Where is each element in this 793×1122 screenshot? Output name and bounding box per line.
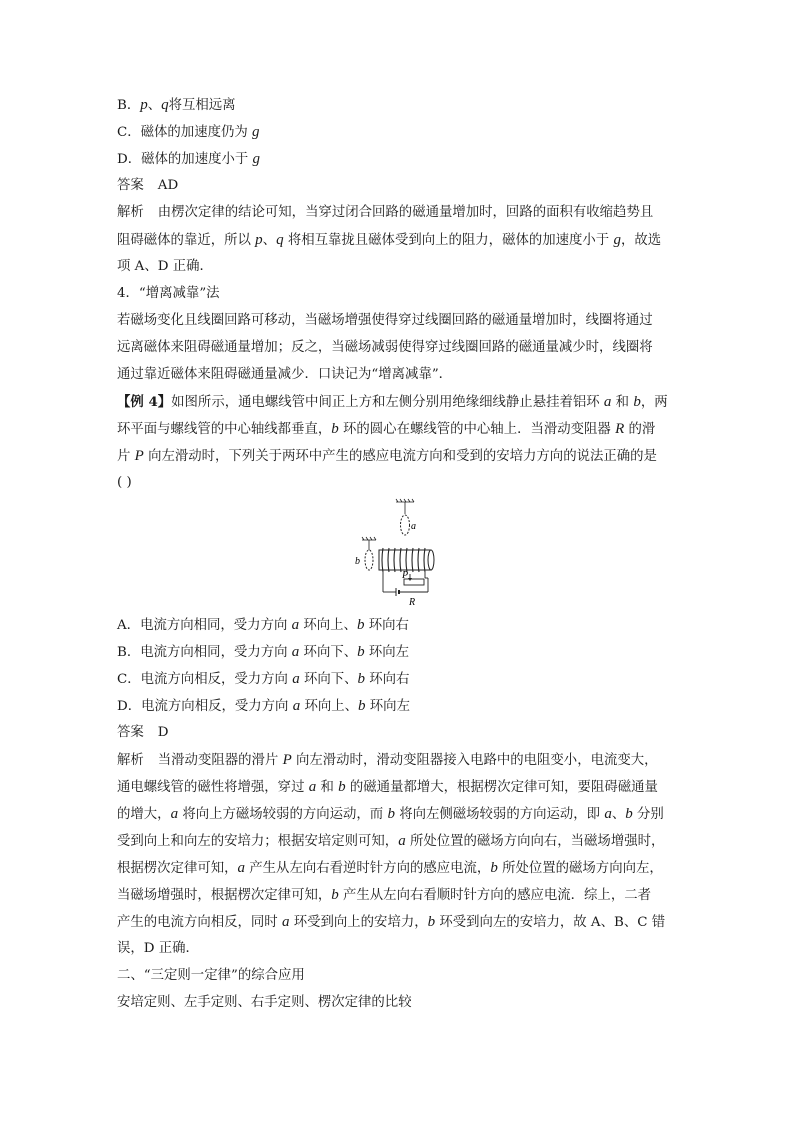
text: 电流方向相反，受力方向 bbox=[141, 699, 293, 714]
example-4-line-4 bbox=[117, 473, 132, 493]
section-4-line-2 bbox=[117, 338, 653, 358]
text: 安培定则、左手定则、右手定则、楞次定律的比较 bbox=[117, 995, 412, 1010]
analysis-2-line-4 bbox=[117, 831, 664, 852]
answer-label: 答案 bbox=[117, 178, 144, 193]
text: 环受到向左的安培力，故 A、B、C 错 bbox=[435, 915, 666, 930]
section-2-subtitle bbox=[117, 993, 412, 1013]
analysis-label: 解析 bbox=[117, 753, 144, 768]
text: 分别 bbox=[632, 807, 664, 822]
option-label: C． bbox=[117, 672, 141, 687]
ceiling-hatch-top bbox=[396, 499, 414, 502]
var-b: b bbox=[357, 644, 365, 660]
answer-blank: ( ) bbox=[117, 475, 132, 490]
example-tag: 【例 4】 bbox=[117, 394, 172, 410]
solenoid-body bbox=[379, 550, 431, 570]
var-a: a bbox=[604, 806, 612, 822]
var-P: P bbox=[134, 448, 144, 464]
solenoid-end bbox=[428, 550, 434, 570]
text: 和 bbox=[316, 780, 339, 795]
text: 若磁场变化且线圈回路可移动，当磁场增强使得穿过线圈回路的磁通量增加时，线圈将通过 bbox=[117, 313, 653, 328]
text: ，两 bbox=[640, 395, 668, 410]
analysis-2-line-7 bbox=[117, 912, 665, 933]
analysis-2-line-8 bbox=[117, 939, 199, 959]
text: 片 bbox=[117, 449, 135, 464]
var-a: a bbox=[237, 860, 246, 876]
separator: 、 bbox=[147, 98, 162, 113]
var-b: b bbox=[427, 914, 436, 930]
section-2-title bbox=[117, 966, 305, 986]
var-g: g bbox=[613, 232, 621, 248]
var-R: R bbox=[615, 421, 625, 437]
battery-icon bbox=[396, 588, 399, 596]
solenoid-figure bbox=[352, 498, 442, 608]
option-b bbox=[117, 642, 409, 663]
var-a: a bbox=[292, 698, 301, 714]
var-a: a bbox=[291, 617, 300, 633]
text: 当滑动变阻器的滑片 bbox=[157, 753, 283, 768]
analysis-1-line-1 bbox=[117, 203, 653, 223]
text: 环的圆心在螺线管的中心轴上．当滑动变阻器 bbox=[338, 422, 616, 437]
text: 、 bbox=[262, 233, 277, 248]
option-d bbox=[117, 696, 410, 717]
answer-label: 答案 bbox=[117, 725, 144, 740]
var-a: a bbox=[603, 394, 612, 410]
analysis-2-line-2 bbox=[117, 777, 658, 798]
text: 环向下、 bbox=[299, 645, 358, 660]
section-4-line-1 bbox=[117, 311, 653, 331]
example-4-line-1 bbox=[117, 392, 668, 413]
var-g: g bbox=[252, 151, 261, 167]
analysis-2-line-1 bbox=[117, 750, 658, 771]
var-b: b bbox=[331, 421, 339, 437]
text: 环向上、 bbox=[300, 699, 359, 714]
text: 当磁场增强时，根据楞次定律可知， bbox=[117, 888, 332, 903]
ring-b bbox=[365, 550, 373, 570]
text: 的磁通量都增大，根据楞次定律可知，要阻碍磁通量 bbox=[345, 780, 658, 795]
text: 如图所示，通电螺线管中间正上方和左侧分别用绝缘细线静止悬挂着铝环 bbox=[171, 395, 604, 410]
text: 产生从左向右看逆时针方向的感应电流， bbox=[245, 861, 491, 876]
text: 的增大， bbox=[117, 807, 171, 822]
text: 根据楞次定律可知， bbox=[117, 861, 238, 876]
var-P: P bbox=[282, 752, 292, 768]
var-a: a bbox=[398, 833, 406, 849]
var-b: b bbox=[387, 806, 395, 822]
option-label: A． bbox=[117, 618, 141, 633]
option-label: D． bbox=[117, 699, 142, 714]
section-title: 二、“三定则一定律”的综合应用 bbox=[117, 968, 305, 983]
var-p: p bbox=[140, 97, 148, 113]
text: 环向左 bbox=[365, 699, 410, 714]
answer-2 bbox=[117, 723, 169, 743]
label-R: R bbox=[409, 597, 416, 608]
option-d-prev bbox=[117, 149, 260, 170]
var-p: p bbox=[255, 232, 263, 248]
text: 将向左侧磁场较弱的方向运动，即 bbox=[394, 807, 605, 822]
text: 产生的电流方向相反，同时 bbox=[117, 915, 282, 930]
text: 环平面与螺线管的中心轴线都垂直， bbox=[117, 422, 332, 437]
option-text: 磁体的加速度小于 bbox=[141, 152, 253, 167]
var-a: a bbox=[170, 806, 179, 822]
text: 所处位置的磁场方向向右，当磁场增强时， bbox=[405, 834, 665, 849]
option-label: B． bbox=[117, 98, 141, 113]
text: 环向上、 bbox=[299, 618, 357, 633]
text: 通过靠近磁体来阻碍磁通量减少．口诀记为“增离减靠”． bbox=[117, 367, 453, 382]
option-label: C． bbox=[117, 125, 141, 140]
text: 电流方向相同，受力方向 bbox=[140, 645, 292, 660]
analysis-2-line-5 bbox=[117, 858, 663, 879]
ring-a bbox=[401, 515, 410, 535]
label-b: b bbox=[355, 556, 360, 567]
text: 向左滑动时，滑动变阻器接入电路中的电阻变小，电流变大， bbox=[291, 753, 658, 768]
option-label: D． bbox=[117, 152, 142, 167]
text: 电流方向相反，受力方向 bbox=[140, 672, 293, 687]
text: 通电螺线管的磁性将增强，穿过 bbox=[117, 780, 309, 795]
text: 环向下、 bbox=[299, 672, 358, 687]
var-a: a bbox=[291, 644, 300, 660]
example-4-line-3 bbox=[117, 446, 657, 467]
analysis-label: 解析 bbox=[117, 205, 144, 220]
label-P: P bbox=[402, 570, 409, 581]
example-4-line-2 bbox=[117, 419, 655, 440]
var-a: a bbox=[281, 914, 290, 930]
var-a: a bbox=[292, 671, 300, 687]
analysis-2-line-3 bbox=[117, 804, 664, 825]
answer-value: D bbox=[157, 725, 169, 740]
var-b: b bbox=[357, 671, 366, 687]
section-4-line-3 bbox=[117, 365, 452, 385]
option-label: B． bbox=[117, 645, 141, 660]
text: 项 A、D 正确． bbox=[117, 259, 213, 274]
solenoid-diagram bbox=[352, 498, 442, 608]
option-c-prev bbox=[117, 122, 260, 143]
solenoid-coils bbox=[382, 548, 425, 572]
text: 远离磁体来阻碍磁通量增加；反之，当磁场减弱使得穿过线圈回路的磁通量减少时，线圈将 bbox=[117, 340, 653, 355]
option-b-prev bbox=[117, 95, 236, 116]
var-b: b bbox=[356, 617, 365, 633]
analysis-1-line-2 bbox=[117, 230, 661, 251]
text: 阻碍磁体的靠近，所以 bbox=[117, 233, 256, 248]
var-b: b bbox=[633, 394, 641, 410]
text: 受到向上和向左的安培力；根据安培定则可知， bbox=[117, 834, 399, 849]
label-a: a bbox=[411, 521, 416, 532]
text: ，故选 bbox=[620, 233, 662, 248]
var-q: q bbox=[276, 232, 284, 248]
text: 的滑 bbox=[624, 422, 656, 437]
section-title: 4．“增离减靠”法 bbox=[117, 286, 220, 301]
text: 电流方向相同，受力方向 bbox=[140, 618, 292, 633]
text: 环向右 bbox=[365, 672, 410, 687]
ceiling-hatch-left bbox=[362, 537, 376, 540]
text: 将相互靠拢且磁体受到向上的阻力，磁体的加速度小于 bbox=[283, 233, 614, 248]
text: 误，D 正确． bbox=[117, 941, 199, 956]
var-b: b bbox=[625, 806, 633, 822]
analysis-1-line-3 bbox=[117, 257, 213, 277]
var-g: g bbox=[252, 124, 260, 140]
option-c bbox=[117, 669, 409, 690]
var-b: b bbox=[490, 860, 498, 876]
analysis-2-line-6 bbox=[117, 885, 651, 906]
section-4-title bbox=[117, 284, 220, 304]
var-b: b bbox=[338, 779, 346, 795]
text: 、 bbox=[611, 807, 626, 822]
var-q: q bbox=[161, 97, 169, 113]
option-text: 将互相远离 bbox=[168, 98, 236, 113]
answer-value: AD bbox=[157, 178, 179, 193]
analysis-text: 由楞次定律的结论可知，当穿过闭合回路的磁通量增加时，回路的面积有收缩趋势且 bbox=[157, 205, 654, 220]
text: 环向左 bbox=[364, 645, 410, 660]
option-text: 磁体的加速度仍为 bbox=[140, 125, 253, 140]
answer-1 bbox=[117, 176, 178, 196]
option-a bbox=[117, 615, 409, 636]
text: 产生从左向右看顺时针方向的感应电流．综上，二者 bbox=[338, 888, 651, 903]
text: 环受到向上的安培力， bbox=[289, 915, 428, 930]
text: 向左滑动时，下列关于两环中产生的感应电流方向和受到的安培力方向的说法正确的是 bbox=[143, 449, 657, 464]
var-b: b bbox=[331, 887, 339, 903]
var-b: b bbox=[358, 698, 366, 714]
text: 将向上方磁场较弱的方向运动，而 bbox=[178, 807, 388, 822]
text: 和 bbox=[611, 395, 634, 410]
text: 所处位置的磁场方向向左， bbox=[497, 861, 663, 876]
text: 环向右 bbox=[364, 618, 409, 633]
var-a: a bbox=[308, 779, 317, 795]
